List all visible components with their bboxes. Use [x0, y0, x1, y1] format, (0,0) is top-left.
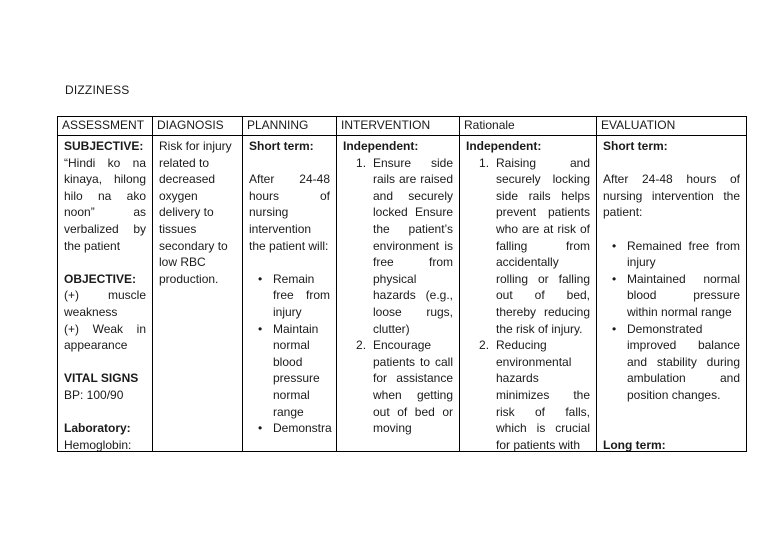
document-title: DIZZINESS [65, 83, 130, 97]
cell-heading: Independent: [343, 139, 419, 153]
list-item: • Demonstrated improved balance and stability during ambulation and position changes. [627, 321, 740, 404]
cell-heading: SUBJECTIVE: [64, 139, 144, 153]
cell-paragraph: Hemoglobin: [64, 437, 132, 451]
cell-heading: Laboratory: [64, 421, 131, 436]
column-header-rationale: Rationale [460, 117, 597, 136]
column-header-planning: PLANNING [243, 117, 337, 136]
cell-heading: Long term: [603, 437, 666, 451]
cell-paragraph: Risk for injury related to decreased oxygen delivery to tissues secondary to low RBC production. [159, 139, 232, 286]
cell-paragraph: After 24-48 hours of nursing intervention the patient will: [249, 172, 330, 253]
cell-rationale [460, 136, 597, 452]
column-header-intervention: INTERVENTION [337, 117, 460, 136]
assessment-content [58, 136, 152, 451]
numbered-list [343, 155, 453, 437]
cell-paragraph: After 24-48 hours of nursing intervention the patient: [603, 172, 740, 220]
list-item: Reducing environmental hazards minimizes the risk of falls, which is crucial for patients with [496, 338, 590, 451]
cell-heading: OBJECTIVE: [64, 271, 137, 286]
list-item: • Demonstra [273, 420, 330, 437]
list-item: Ensure side rails are raised and securely locked Ensure the patient’s environment is free from physical hazards (e.g., loose rugs, clutter) [373, 155, 453, 336]
list-item: • Maintained normal blood pressure within normal range [627, 271, 740, 321]
cell-heading: VITAL SIGNS [64, 371, 139, 386]
blank-line [603, 420, 740, 437]
rationale-content [460, 136, 596, 451]
column-header-diagnosis: DIAGNOSIS [153, 117, 243, 136]
blank-line [603, 404, 740, 421]
list-item: • Maintain normal blood pressure normal range [273, 321, 330, 421]
diagnosis-content [153, 136, 242, 451]
numbered-list [466, 155, 590, 451]
list-item: • Remain free from injury [273, 271, 330, 321]
cell-paragraph: BP: 100/90 [64, 387, 124, 402]
table-body-row [58, 136, 747, 452]
cell-planning [243, 136, 337, 452]
cell-assessment [58, 136, 153, 452]
planning-content [243, 136, 336, 451]
blank-line [64, 404, 146, 421]
cell-diagnosis [153, 136, 243, 452]
blank-line [64, 354, 146, 371]
bullet-list [249, 271, 330, 437]
blank-line [249, 254, 330, 271]
evaluation-content [597, 136, 746, 451]
list-item: Raising and securely locking side rails helps prevent patients who are at risk of falling from accidentally rolling or falling out of bed, thereby reducing the risk of injury. [496, 155, 590, 336]
bullet-list [603, 238, 740, 404]
cell-heading: Short term: [249, 139, 314, 153]
intervention-content [337, 136, 459, 451]
cell-paragraph: (+) muscle weakness [64, 288, 146, 319]
list-item: • Remained free from injury [627, 238, 740, 271]
column-header-evaluation: EVALUATION [597, 117, 747, 136]
cell-heading: Short term: [603, 139, 668, 153]
blank-line [249, 155, 330, 172]
blank-line [603, 155, 740, 172]
cell-paragraph: (+) Weak in appearance [64, 321, 146, 353]
blank-line [64, 254, 146, 271]
blank-line [603, 221, 740, 238]
nursing-care-plan-table [57, 116, 747, 452]
cell-intervention [337, 136, 460, 452]
cell-heading: Independent: [466, 139, 542, 153]
table-header-row [58, 117, 747, 136]
cell-paragraph: “Hindi ko na kinaya, hilong hilo na ako noon” as verbalized by the patient [64, 155, 146, 253]
column-header-assessment: ASSESSMENT [58, 117, 153, 136]
cell-evaluation [597, 136, 747, 452]
list-item: Encourage patients to call for assistance when getting out of bed or moving [373, 338, 453, 436]
